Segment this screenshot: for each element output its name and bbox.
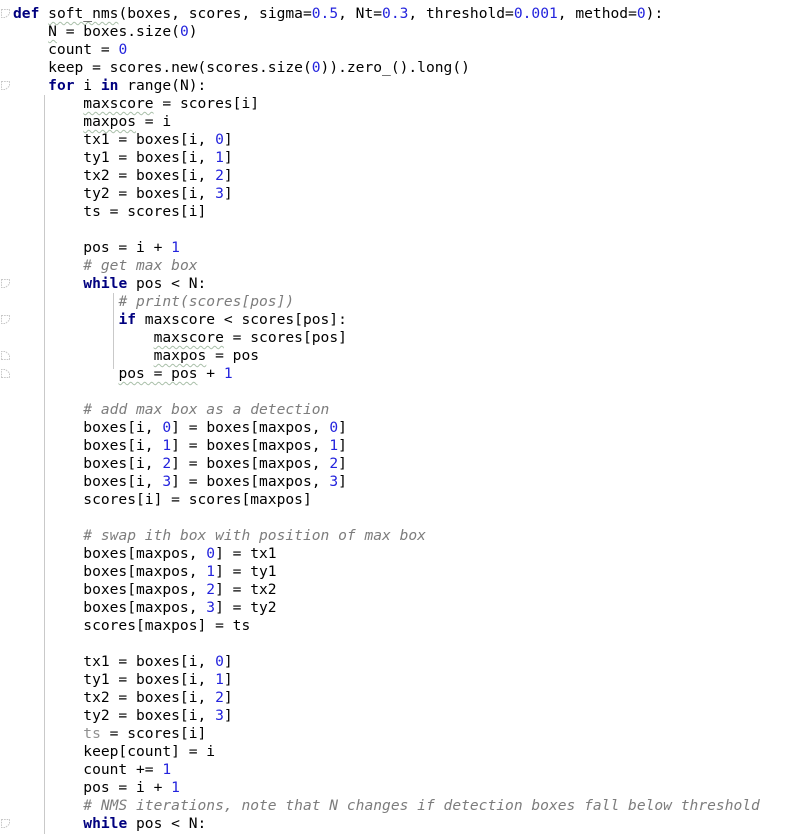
token-plain: , Nt= (338, 5, 383, 22)
token-number: 3 (215, 707, 224, 724)
token-plain: ] (223, 653, 233, 670)
code-line[interactable] (13, 23, 804, 41)
token-plain (13, 329, 154, 346)
token-number: 1 (329, 437, 339, 454)
token-number: 0 (215, 131, 224, 148)
code-line[interactable] (13, 203, 804, 221)
token-plain: ) (188, 23, 198, 40)
token-plain (13, 725, 83, 742)
code-line[interactable] (13, 293, 804, 311)
code-line[interactable] (13, 239, 804, 257)
token-dim: ts (83, 725, 101, 742)
token-plain: = scores[pos] (223, 329, 347, 346)
token-plain (13, 23, 48, 40)
token-plain: ] = ty2 (215, 599, 277, 616)
token-plain: range(N): (118, 77, 207, 94)
code-line[interactable] (13, 5, 804, 23)
code-line[interactable] (13, 671, 804, 689)
token-number: 0 (311, 59, 321, 76)
code-line[interactable] (13, 617, 804, 635)
code-line[interactable] (13, 689, 804, 707)
code-line[interactable] (13, 41, 804, 59)
token-plain: = pos (206, 347, 260, 364)
token-keyword: for (48, 77, 75, 94)
token-plain: ] = boxes[maxpos, (171, 437, 330, 454)
token-plain: ] (223, 671, 233, 688)
token-number: 0 (179, 23, 189, 40)
token-number: 1 (223, 365, 233, 382)
token-plain: ] = tx2 (215, 581, 277, 598)
code-line[interactable] (13, 329, 804, 347)
token-warning-underlined: maxpos (153, 347, 207, 364)
token-plain: tx1 = boxes[i, (13, 131, 216, 148)
code-line[interactable] (13, 635, 804, 653)
token-plain (13, 113, 83, 130)
token-plain: boxes[i, (13, 455, 163, 472)
code-line[interactable] (13, 311, 804, 329)
token-plain: boxes[maxpos, (13, 545, 207, 562)
token-plain: ] (338, 419, 347, 436)
token-warning-underlined: pos = pos (118, 365, 198, 382)
code-line[interactable] (13, 185, 804, 203)
token-plain: ] = boxes[maxpos, (171, 455, 330, 472)
token-plain: ] = ty1 (215, 563, 277, 580)
token-plain: = scores[i] (100, 725, 207, 742)
token-number: 3 (162, 473, 172, 490)
token-plain: boxes[maxpos, (13, 581, 207, 598)
fold-marker-down-icon[interactable] (0, 8, 11, 19)
token-plain: ty2 = boxes[i, (13, 185, 216, 202)
code-line[interactable] (13, 437, 804, 455)
fold-marker-down-icon[interactable] (0, 80, 11, 91)
token-plain: = scores[i] (153, 95, 260, 112)
token-number: 1 (171, 239, 180, 256)
code-line[interactable] (13, 527, 804, 545)
token-number: 2 (215, 167, 224, 184)
token-plain: ] (338, 437, 347, 454)
token-plain: pos < N: (127, 815, 207, 832)
token-plain: boxes[maxpos, (13, 563, 207, 580)
token-plain: boxes[maxpos, (13, 599, 207, 616)
code-line[interactable] (13, 401, 804, 419)
token-plain: count += (13, 761, 163, 778)
token-number: 1 (162, 437, 172, 454)
token-plain (13, 365, 118, 382)
token-plain: ty2 = boxes[i, (13, 707, 216, 724)
token-warning-underlined: soft_nms (48, 5, 119, 22)
token-number: 1 (215, 671, 224, 688)
token-plain: ): (645, 5, 664, 22)
code-line[interactable] (13, 131, 804, 149)
token-plain (39, 5, 48, 22)
code-line[interactable] (13, 95, 804, 113)
token-plain: pos = i + (13, 239, 172, 256)
token-plain: pos < N: (127, 275, 207, 292)
token-number: 0 (206, 545, 216, 562)
token-plain: ] = boxes[maxpos, (171, 419, 330, 436)
code-line[interactable] (13, 725, 804, 743)
token-number: 1 (215, 149, 224, 166)
token-plain: ty1 = boxes[i, (13, 149, 216, 166)
token-plain: = i (136, 113, 172, 130)
token-plain: i (74, 77, 101, 94)
code-line[interactable] (13, 77, 804, 95)
token-number: 0 (329, 419, 339, 436)
code-line[interactable] (13, 743, 804, 761)
code-line[interactable] (13, 509, 804, 527)
token-number: 2 (215, 689, 224, 706)
token-number: 0.5 (311, 5, 339, 22)
token-plain: ] (223, 149, 233, 166)
code-line[interactable] (13, 257, 804, 275)
fold-marker-down-icon[interactable] (0, 278, 11, 289)
token-plain: ] (223, 707, 233, 724)
token-number: 2 (206, 581, 216, 598)
token-keyword: while (83, 275, 128, 292)
token-plain: + (197, 365, 224, 382)
token-number: 1 (171, 779, 180, 796)
token-plain: , threshold= (408, 5, 514, 22)
code-line[interactable] (13, 491, 804, 509)
token-number: 0 (636, 5, 646, 22)
token-plain (13, 257, 83, 274)
token-plain: boxes[i, (13, 419, 163, 436)
token-plain: ty1 = boxes[i, (13, 671, 216, 688)
token-plain: count = (13, 41, 119, 58)
code-line[interactable] (13, 59, 804, 77)
token-plain: scores[i] = scores[maxpos] (13, 491, 312, 508)
token-plain (13, 797, 83, 814)
fold-marker-up-icon[interactable] (0, 368, 11, 379)
code-line[interactable] (13, 419, 804, 437)
token-number: 0 (162, 419, 172, 436)
token-number: 3 (206, 599, 216, 616)
token-number: 0.001 (513, 5, 558, 22)
token-number: 2 (162, 455, 172, 472)
token-warning-underlined: maxscore (83, 95, 154, 112)
token-plain: ] (223, 167, 233, 184)
token-plain: tx1 = boxes[i, (13, 653, 216, 670)
token-plain: boxes[i, (13, 473, 163, 490)
token-number: 0 (118, 41, 128, 58)
token-plain: , method= (557, 5, 637, 22)
token-plain: ] (338, 455, 347, 472)
code-line[interactable] (13, 167, 804, 185)
code-line[interactable] (13, 347, 804, 365)
token-plain: pos = i + (13, 779, 172, 796)
token-plain: ] = tx1 (215, 545, 277, 562)
code-line[interactable] (13, 581, 804, 599)
token-plain: ] (338, 473, 347, 490)
code-line[interactable] (13, 221, 804, 239)
token-number: 2 (329, 455, 339, 472)
fold-marker-up-icon[interactable] (0, 350, 11, 361)
token-plain: keep[count] = i (13, 743, 216, 760)
token-plain: tx2 = boxes[i, (13, 167, 216, 184)
token-plain: ] (223, 185, 233, 202)
token-number: 1 (162, 761, 172, 778)
code-line[interactable] (13, 275, 804, 293)
code-line[interactable] (13, 599, 804, 617)
token-number: 1 (206, 563, 216, 580)
code-line[interactable] (13, 779, 804, 797)
code-line[interactable] (13, 761, 804, 779)
token-plain (13, 311, 118, 328)
token-plain (13, 815, 83, 832)
token-number: 0 (215, 653, 224, 670)
token-warning-underlined: maxscore (153, 329, 224, 346)
token-plain: ts = scores[i] (13, 203, 207, 220)
fold-marker-down-icon[interactable] (0, 818, 11, 829)
token-keyword: while (83, 815, 128, 832)
token-plain (13, 527, 83, 544)
token-plain: maxscore < scores[pos]: (136, 311, 347, 328)
code-line[interactable] (13, 473, 804, 491)
code-line[interactable] (13, 653, 804, 671)
fold-marker-down-icon[interactable] (0, 314, 11, 325)
token-plain: keep = scores.new(scores.size( (13, 59, 312, 76)
token-plain: boxes[i, (13, 437, 163, 454)
token-plain (13, 275, 83, 292)
code-line[interactable] (13, 455, 804, 473)
token-comment: # print(scores[pos]) (118, 293, 295, 310)
token-plain (13, 95, 83, 112)
token-plain: ] (223, 689, 233, 706)
token-plain: )).zero_().long() (320, 59, 470, 76)
token-number: 3 (329, 473, 339, 490)
token-plain: scores[maxpos] = ts (13, 617, 251, 634)
token-plain (13, 293, 118, 310)
code-line[interactable] (13, 113, 804, 131)
code-line[interactable] (13, 797, 804, 815)
token-plain: ] (223, 131, 233, 148)
token-plain (13, 77, 48, 94)
token-plain: = boxes.size( (56, 23, 180, 40)
code-line[interactable] (13, 815, 804, 833)
code-line[interactable] (13, 707, 804, 725)
token-keyword: if (118, 311, 137, 328)
token-keyword: def (13, 5, 40, 22)
token-plain: (boxes, scores, sigma= (118, 5, 312, 22)
token-plain (13, 401, 83, 418)
token-warning-underlined: N (48, 23, 57, 40)
code-line[interactable] (13, 545, 804, 563)
token-warning-underlined: maxpos (83, 113, 137, 130)
token-keyword: in (100, 77, 119, 94)
token-comment: # swap ith box with position of max box (83, 527, 426, 544)
token-plain: tx2 = boxes[i, (13, 689, 216, 706)
token-number: 3 (215, 185, 224, 202)
token-number: 0.3 (382, 5, 409, 22)
code-line[interactable] (13, 383, 804, 401)
token-comment: # NMS iterations, note that N changes if detection boxes fall below threshold (83, 797, 760, 814)
token-plain: ] = boxes[maxpos, (171, 473, 330, 490)
token-plain (13, 347, 154, 364)
code-line[interactable] (13, 563, 804, 581)
token-comment: # add max box as a detection (83, 401, 330, 418)
token-comment: # get max box (83, 257, 198, 274)
code-line[interactable] (13, 365, 804, 383)
code-line[interactable] (13, 149, 804, 167)
